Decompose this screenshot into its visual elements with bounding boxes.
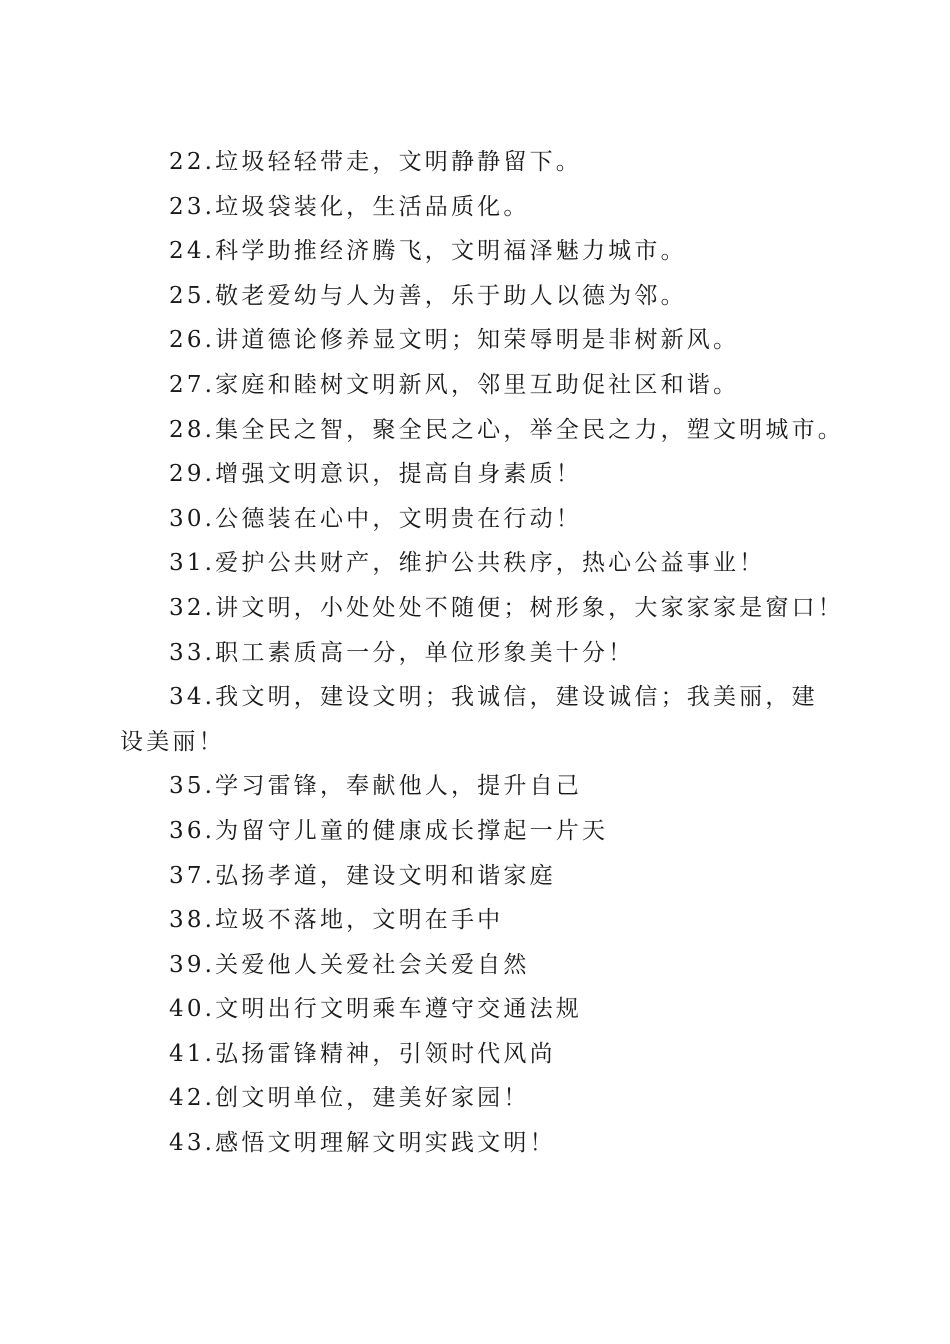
slogan-list: [120, 140, 844, 1166]
slogan-42: 42.创文明单位，建美好家园！: [169, 1085, 530, 1112]
slogan-37: 37.弘扬孝道，建设文明和谐家庭: [169, 862, 556, 889]
slogan-34: 34.我文明，建设文明；我诚信，建设诚信；我美丽，建设美丽！: [120, 684, 818, 755]
slogan-33: 33.职工素质高一分，单位形象美十分！: [169, 639, 635, 666]
slogan-40: 40.文明出行文明乘车遵守交通法规: [169, 996, 582, 1023]
slogan-35: 35.学习雷锋，奉献他人，提升自己: [169, 773, 582, 800]
slogan-38: 38.垃圾不落地，文明在手中: [169, 907, 504, 934]
slogan-29: 29.增强文明意识，提高自身素质！: [169, 461, 582, 488]
slogan-24: 24.科学助推经济腾飞，文明福泽魅力城市。: [169, 238, 687, 265]
slogan-41: 41.弘扬雷锋精神，引领时代风尚: [169, 1040, 556, 1067]
slogan-27: 27.家庭和睦树文明新风，邻里互助促社区和谐。: [169, 371, 740, 398]
slogan-43: 43.感悟文明理解文明实践文明！: [169, 1130, 556, 1157]
slogan-36: 36.为留守儿童的健康成长撑起一片天: [169, 817, 609, 844]
slogan-22: 22.垃圾轻轻带走，文明静静留下。: [169, 149, 582, 175]
slogan-32: 32.讲文明，小处处处不随便；树形象，大家家家是窗口！: [169, 594, 844, 621]
slogan-26: 26.讲道德论修养显文明；知荣辱明是非树新风。: [169, 327, 740, 354]
slogan-23: 23.垃圾袋装化，生活品质化。: [169, 193, 530, 220]
slogan-39: 39.关爱他人关爱社会关爱自然: [169, 951, 530, 978]
slogan-28: 28.集全民之智，聚全民之心，举全民之力，塑文明城市。: [169, 416, 844, 443]
slogan-30: 30.公德装在心中，文明贵在行动！: [169, 505, 582, 532]
slogan-31: 31.爱护公共财产，维护公共秩序，热心公益事业！: [169, 550, 766, 577]
slogan-25: 25.敬老爱幼与人为善，乐于助人以德为邻。: [169, 282, 687, 309]
